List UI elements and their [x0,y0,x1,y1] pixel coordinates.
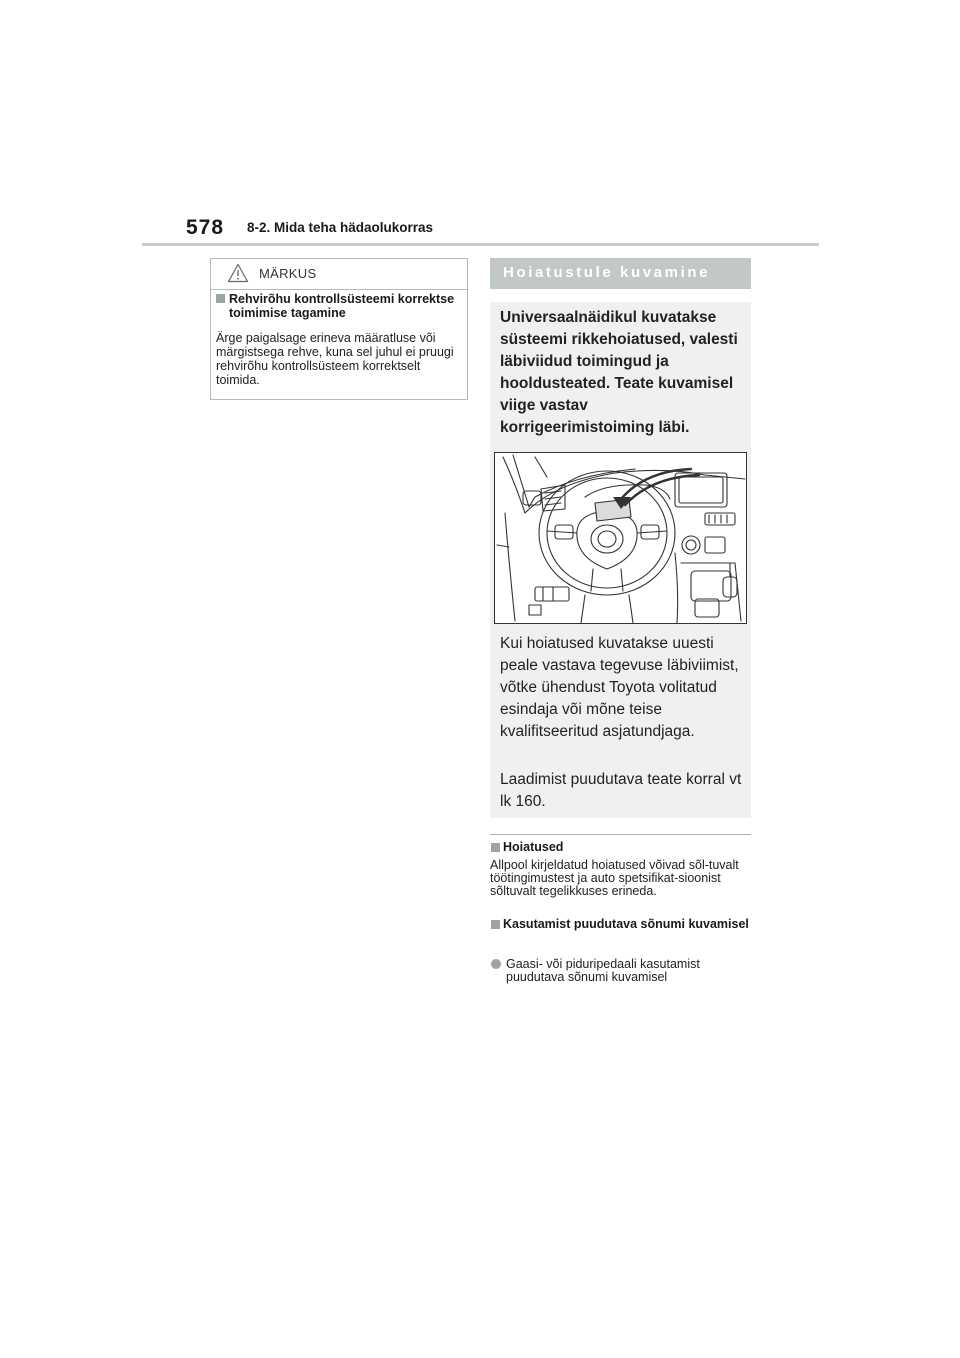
circle-bullet-icon [491,959,501,969]
panel-title-bar [490,258,751,289]
warnings-paragraph: Allpool kirjeldatud hoiatused võivad sõl-tuvalt töötingimustest ja auto spetsifikat-sioonist sõltuvalt tegelikkuses erineda. [490,858,739,898]
subheading-warnings [490,841,751,854]
square-bullet-icon [216,294,225,303]
info-panel [490,302,751,818]
section-divider [490,834,751,835]
panel-bold-text: Universaalnäidikul kuvatakse süsteemi rikkehoiatused, valesti läbiviidud toimingud ja hooldusteated. Teate kuvamisel viige vastav korrigeerimistoiming läbi. [500,309,738,436]
square-bullet-icon [491,920,500,929]
subheading-warnings-text: Hoiatused [503,840,564,854]
panel-text-1: Kui hoiatused kuvatakse uuesti peale vastava tegevuse läbiviimist, võtke ühendust Toyota volitatud esindaja või mõne teise kvalifitseeritud asjatundjaga. [500,635,739,740]
notice-label: MÄRKUS [259,266,317,281]
notice-header [211,259,467,290]
section-title: 8-2. Mida teha hädaolukorras [247,220,434,235]
steering-wheel-illustration [494,452,747,624]
header-rule [142,243,819,246]
square-bullet-icon [491,843,500,852]
warning-triangle-icon [227,263,249,283]
notice-heading-text: Rehvirõhu kontrollsüsteemi korrektse toimimise tagamine [229,292,455,320]
panel-title: Hoiatustule kuvamine [503,264,711,281]
dashboard-drawing [495,453,746,623]
subheading-usage-message [490,918,751,931]
bullet-item [490,958,751,984]
panel-text-2: Laadimist puudutava teate korral vt lk 160. [500,771,742,810]
notice-heading [216,292,461,320]
subheading-usage-message-text: Kasutamist puudutava sõnumi kuvamisel [503,917,749,931]
page-number: 578 [186,216,225,239]
notice-body: Ärge paigalsage erineva määratluse või märgistsega rehve, kuna sel juhul ei pruugi rehvirõhu kontrollsüsteem korrektselt toimida. [216,331,454,387]
bullet-item-text: Gaasi- või piduripedaali kasutamist puudutava sõnumi kuvamisel [506,957,700,984]
notice-box [210,258,468,400]
